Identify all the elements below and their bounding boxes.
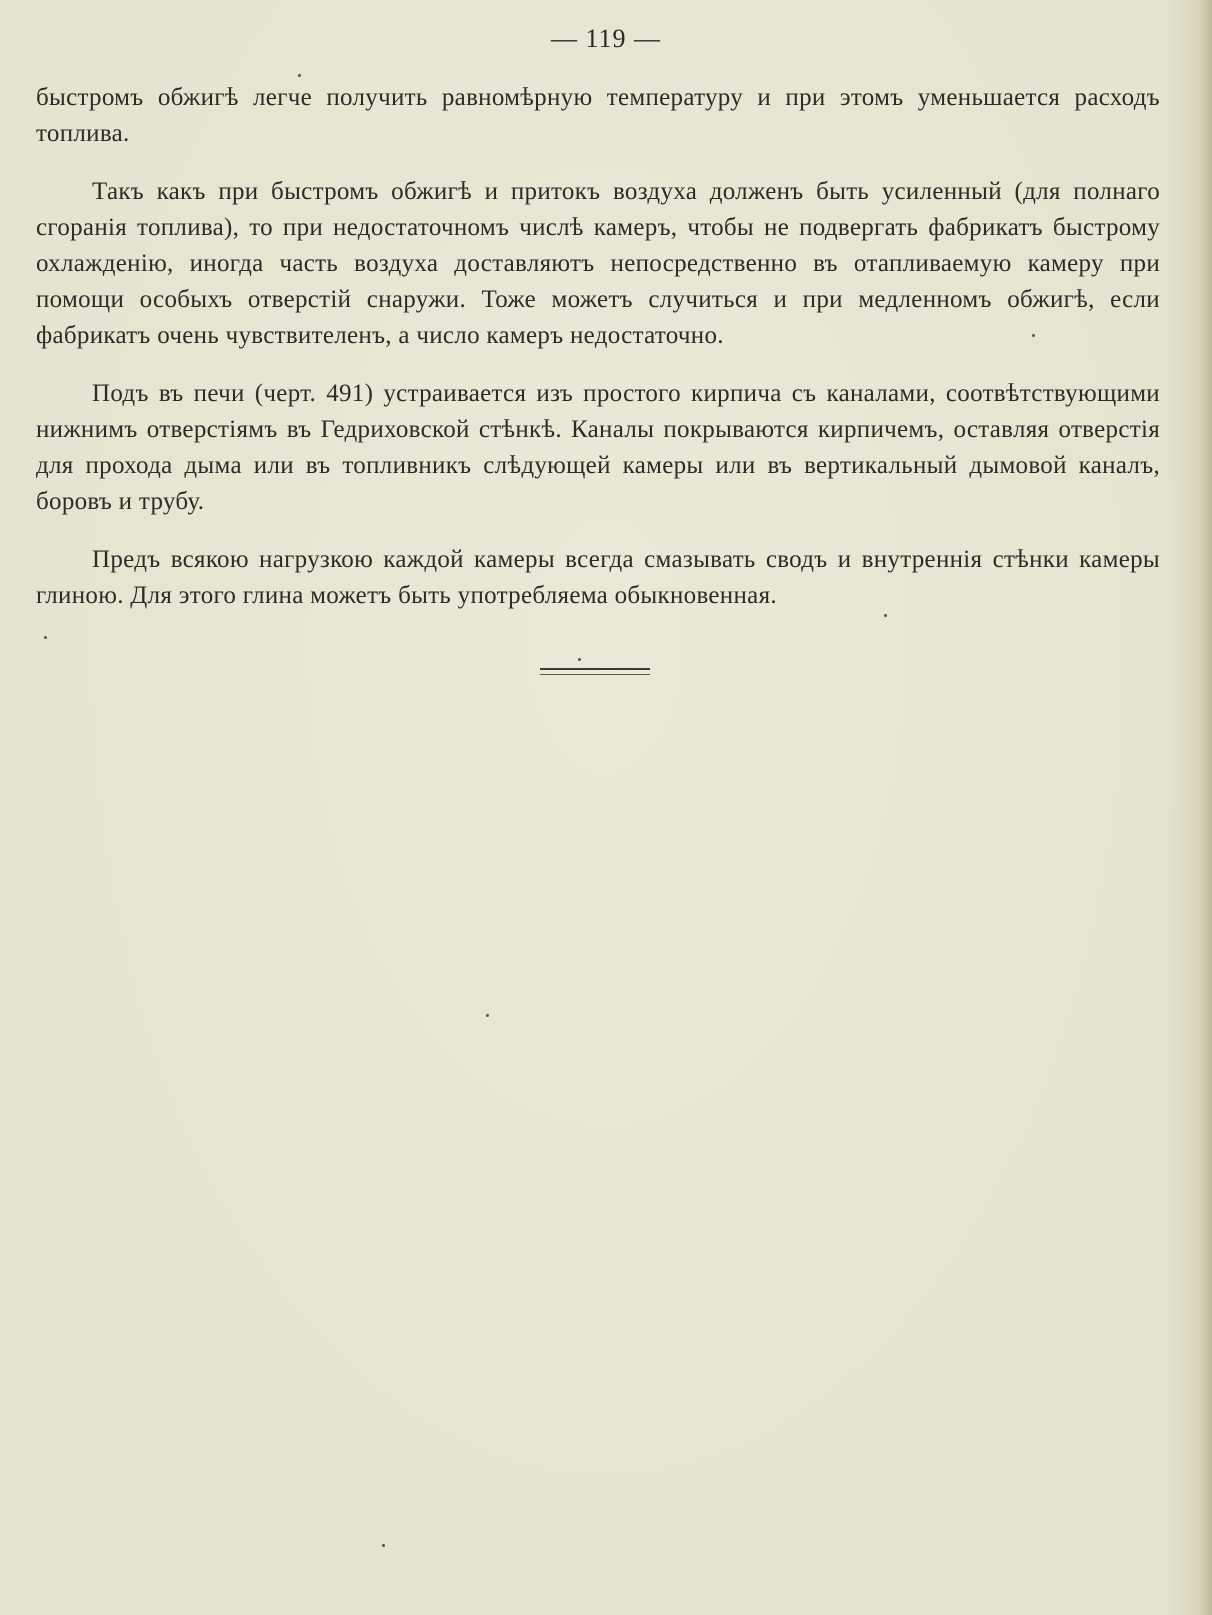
paragraph-4: Предъ всякою нагрузкою каждой камеры всегда смазывать сводъ и внутреннія стѣнки камеры глиною. Для этого глина можетъ быть употребляема обыкновенная. xyxy=(36,546,1160,609)
paragraph-1: быстромъ обжигѣ легче получить равномѣрную температуру и при этомъ уменьшается расходъ топлива. xyxy=(36,84,1160,147)
scan-speck xyxy=(298,74,301,77)
scan-speck xyxy=(578,658,581,661)
page-edge-shadow xyxy=(1198,0,1212,1615)
scan-speck xyxy=(382,1544,385,1547)
body-text xyxy=(36,80,1160,636)
scan-speck xyxy=(486,1014,489,1017)
paragraph-2: Такъ какъ при быстромъ обжигѣ и притокъ воздуха долженъ быть усиленный (для полнаго сгоранія топлива), то при недостаточномъ числѣ камеръ, чтобы не подвергать фабрикатъ быстрому охлажденію, иногда часть воздуха доставляютъ непосредственно въ отапливаемую камеру при помощи особыхъ отверстій снаружи. Тоже можетъ случиться и при медленномъ обжигѣ, если фабрикатъ очень чувствителенъ, а число камеръ недостаточно. xyxy=(36,178,1160,349)
paragraph-3: Подъ въ печи (черт. 491) устраивается изъ простого кирпича съ каналами, соотвѣтствующими нижнимъ отверстіямъ въ Гедриховской стѣнкѣ. Каналы покрываются кирпичемъ, оставляя отверстія для прохода дыма или въ топливникъ слѣдующей камеры или въ вертикальный дымовой каналъ, боровъ и трубу. xyxy=(36,380,1160,515)
section-separator xyxy=(540,668,650,675)
scan-speck xyxy=(44,636,47,639)
scan-speck xyxy=(884,614,887,617)
scan-speck xyxy=(1032,334,1035,337)
page-number: — 119 — xyxy=(550,24,662,53)
